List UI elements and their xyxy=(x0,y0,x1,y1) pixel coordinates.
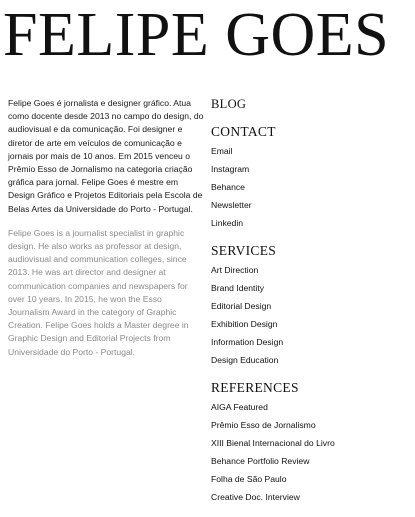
nav-section-contact xyxy=(211,124,411,231)
list-item xyxy=(211,159,411,177)
nav-section-blog xyxy=(211,96,411,112)
reference-link-folha[interactable]: Folha de São Paulo xyxy=(211,474,287,484)
list-item xyxy=(211,433,411,451)
contact-link-email[interactable]: Email xyxy=(211,146,233,156)
service-link-art-direction[interactable]: Art Direction xyxy=(211,265,259,275)
list-item xyxy=(211,278,411,296)
bio-portuguese: Felipe Goes é jornalista e designer gráfico. Atua como docente desde 2013 no campo do design, do audiovisual e da comunicação. Foi designer e diretor de arte em veículos de comunicação e jornais por mais de 10 anos. Em 2015 venceu o Prêmio Esso de Jornalismo na categoria criação gráfica para jornal. Felipe Goes é mestre em Design Gráfico e Projetos Editoriais pela Escola de Belas Artes da Universidade do Porto - Portugal. xyxy=(8,98,204,214)
service-link-design-education[interactable]: Design Education xyxy=(211,355,279,365)
reference-link-premio-esso[interactable]: Prêmio Esso de Jornalismo xyxy=(211,420,316,430)
reference-link-creative-doc[interactable]: Creative Doc. Interview xyxy=(211,492,300,502)
nav-section-services xyxy=(211,243,411,368)
list-item xyxy=(211,260,411,278)
contact-link-behance[interactable]: Behance xyxy=(211,182,245,192)
services-list xyxy=(211,260,411,368)
list-item xyxy=(211,314,411,332)
contact-link-instagram[interactable]: Instagram xyxy=(211,164,250,174)
list-item xyxy=(211,195,411,213)
service-link-editorial-design[interactable]: Editorial Design xyxy=(211,301,272,311)
list-item xyxy=(211,469,411,487)
service-link-brand-identity[interactable]: Brand Identity xyxy=(211,283,265,293)
nav-section-references xyxy=(211,380,411,505)
list-item xyxy=(211,350,411,368)
list-item xyxy=(211,141,411,159)
list-item xyxy=(211,332,411,350)
reference-link-behance-review[interactable]: Behance Portfolio Review xyxy=(211,456,310,466)
reference-link-bienal-livro[interactable]: XIII Bienal Internacional do Livro xyxy=(211,438,335,448)
bio-column xyxy=(8,97,204,370)
service-link-information-design[interactable]: Information Design xyxy=(211,337,284,347)
nav-heading-references: REFERENCES xyxy=(211,380,299,395)
list-item xyxy=(211,415,411,433)
nav-heading-services: SERVICES xyxy=(211,243,277,258)
contact-link-newsletter[interactable]: Newsletter xyxy=(211,200,252,210)
contact-link-linkedin[interactable]: Linkedin xyxy=(211,218,244,228)
nav-link-blog[interactable]: BLOG xyxy=(211,97,247,111)
list-item xyxy=(211,397,411,415)
site-navigation xyxy=(211,96,411,517)
list-item xyxy=(211,213,411,231)
site-title[interactable]: FELIPE GOES xyxy=(3,1,390,69)
contact-list xyxy=(211,141,411,231)
service-link-exhibition-design[interactable]: Exhibition Design xyxy=(211,319,278,329)
nav-heading-contact: CONTACT xyxy=(211,124,276,139)
list-item xyxy=(211,177,411,195)
list-item xyxy=(211,451,411,469)
reference-link-aiga[interactable]: AIGA Featured xyxy=(211,402,268,412)
references-list xyxy=(211,397,411,505)
bio-english: Felipe Goes is a journalist specialist in graphic design. He also works as professor at design, audiovisual and communication colleges, since 2013. He was art director and designer at communication companies and newspapers for over 10 years. In 2015, he won the Esso Journalism Award in the category of Graphic Creation. Felipe Goes holds a Master degree in Graphic Design and Editorial Projects from Universidade do Porto - Portugal. xyxy=(8,227,189,357)
list-item xyxy=(211,487,411,505)
list-item xyxy=(211,296,411,314)
